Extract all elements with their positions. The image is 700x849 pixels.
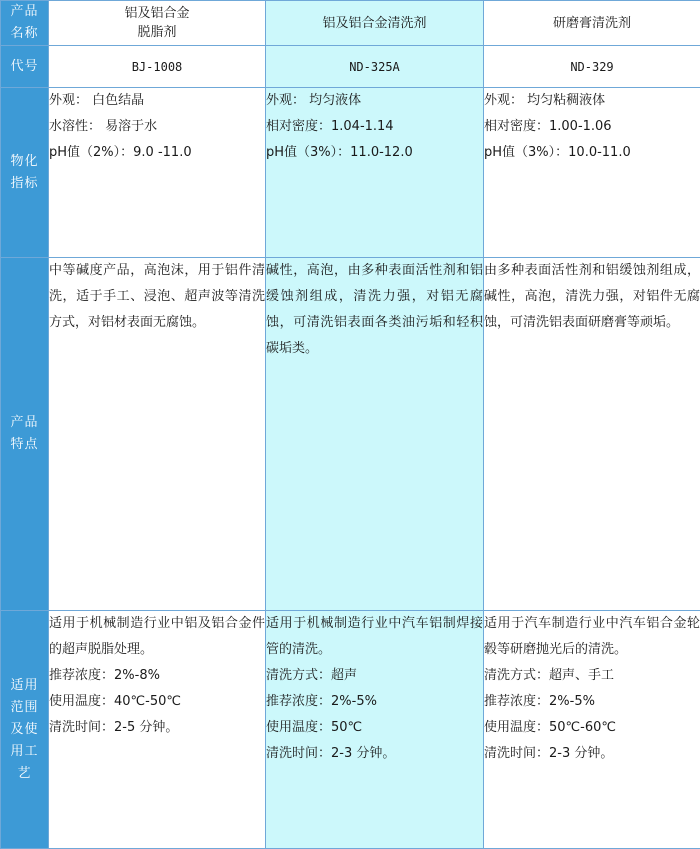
product-2-usage-line: 清洗方式：超声 (266, 663, 483, 689)
label-features (1, 258, 49, 611)
product-1-features-text: 中等碱度产品，高泡沫，用于铝件清洗，适于手工、浸泡、超声波等清洗方式，对铝材表面无腐蚀。 (49, 258, 265, 336)
row-usage (1, 611, 700, 849)
product-1-usage-line: 推荐浓度：2%-8% (49, 663, 265, 689)
product-3-usage-line: 推荐浓度：2%-5% (484, 689, 700, 715)
product-2-usage-line: 推荐浓度：2%-5% (266, 689, 483, 715)
label-usage-text: 适用 范围 及使 用工 艺 (10, 678, 38, 781)
product-1-features (49, 258, 266, 611)
product-2-prop-line: 相对密度：1.04-1.14 (266, 114, 483, 140)
product-1-code (49, 46, 266, 88)
product-2-prop-line: 外观： 均匀液体 (266, 88, 483, 114)
product-2-usage-line: 使用温度：50℃ (266, 715, 483, 741)
product-1-usage (49, 611, 266, 849)
product-1-prop-line: 外观： 白色结晶 (49, 88, 265, 114)
product-1-prop-line: 水溶性： 易溶于水 (49, 114, 265, 140)
product-3-code (484, 46, 700, 88)
product-3-features (484, 258, 700, 611)
product-2-features-text: 碱性，高泡，由多种表面活性剂和铝缓蚀剂组成，清洗力强，对铝无腐蚀，可清洗铝表面各类油污垢和轻积碳垢类。 (266, 258, 483, 362)
product-2-name (266, 1, 484, 46)
product-3-usage-text: 适用于汽车制造行业中汽车铝合金轮毂等研磨抛光后的清洗。 (484, 611, 700, 663)
row-physical-properties (1, 88, 700, 258)
product-3-usage (484, 611, 700, 849)
label-usage (1, 611, 49, 849)
product-3-name (484, 1, 700, 46)
product-3-properties (484, 88, 700, 258)
label-physical-properties (1, 88, 49, 258)
product-3-usage-line: 清洗方式：超声、手工 (484, 663, 700, 689)
product-1-usage-text: 适用于机械制造行业中铝及铝合金件的超声脱脂处理。 (49, 611, 265, 663)
product-3-prop-line: 相对密度：1.00-1.06 (484, 114, 700, 140)
product-2-features (266, 258, 484, 611)
product-2-usage-line: 清洗时间：2-3 分钟。 (266, 741, 483, 767)
row-code (1, 46, 700, 88)
row-product-name (1, 1, 700, 46)
product-1-code-text: BJ-1008 (132, 60, 183, 74)
product-1-name (49, 1, 266, 46)
product-3-usage-line: 清洗时间：2-3 分钟。 (484, 741, 700, 767)
product-1-usage-line: 使用温度：40℃-50℃ (49, 689, 265, 715)
product-2-prop-line: pH值（3%）：11.0-12.0 (266, 140, 483, 166)
product-1-prop-line: pH值（2%）：9.0 -11.0 (49, 140, 265, 166)
label-product-name-text: 产品 名称 (10, 4, 38, 41)
product-1-name-text: 铝及铝合金 脱脂剂 (124, 6, 189, 40)
label-code (1, 46, 49, 88)
product-2-usage-text: 适用于机械制造行业中汽车铝制焊接管的清洗。 (266, 611, 483, 663)
product-3-code-text: ND-329 (570, 60, 613, 74)
label-code-text: 代号 (10, 59, 38, 74)
product-2-usage (266, 611, 484, 849)
product-3-features-text: 由多种表面活性剂和铝缓蚀剂组成，碱性，高泡，清洗力强，对铝件无腐蚀，可清洗铝表面研磨膏等顽垢。 (484, 258, 700, 336)
label-physical-properties-text: 物化 指标 (10, 154, 38, 191)
product-3-prop-line: 外观： 均匀粘稠液体 (484, 88, 700, 114)
product-2-properties (266, 88, 484, 258)
label-product-name (1, 1, 49, 46)
product-1-properties (49, 88, 266, 258)
product-3-name-text: 研磨膏清洗剂 (553, 16, 631, 31)
product-2-code (266, 46, 484, 88)
label-features-text: 产品 特点 (10, 415, 38, 452)
product-1-usage-line: 清洗时间：2-5 分钟。 (49, 715, 265, 741)
product-2-code-text: ND-325A (349, 60, 400, 74)
product-2-name-text: 铝及铝合金清洗剂 (322, 16, 426, 31)
product-3-prop-line: pH值（3%）：10.0-11.0 (484, 140, 700, 166)
product-3-usage-line: 使用温度：50℃-60℃ (484, 715, 700, 741)
row-features (1, 258, 700, 611)
